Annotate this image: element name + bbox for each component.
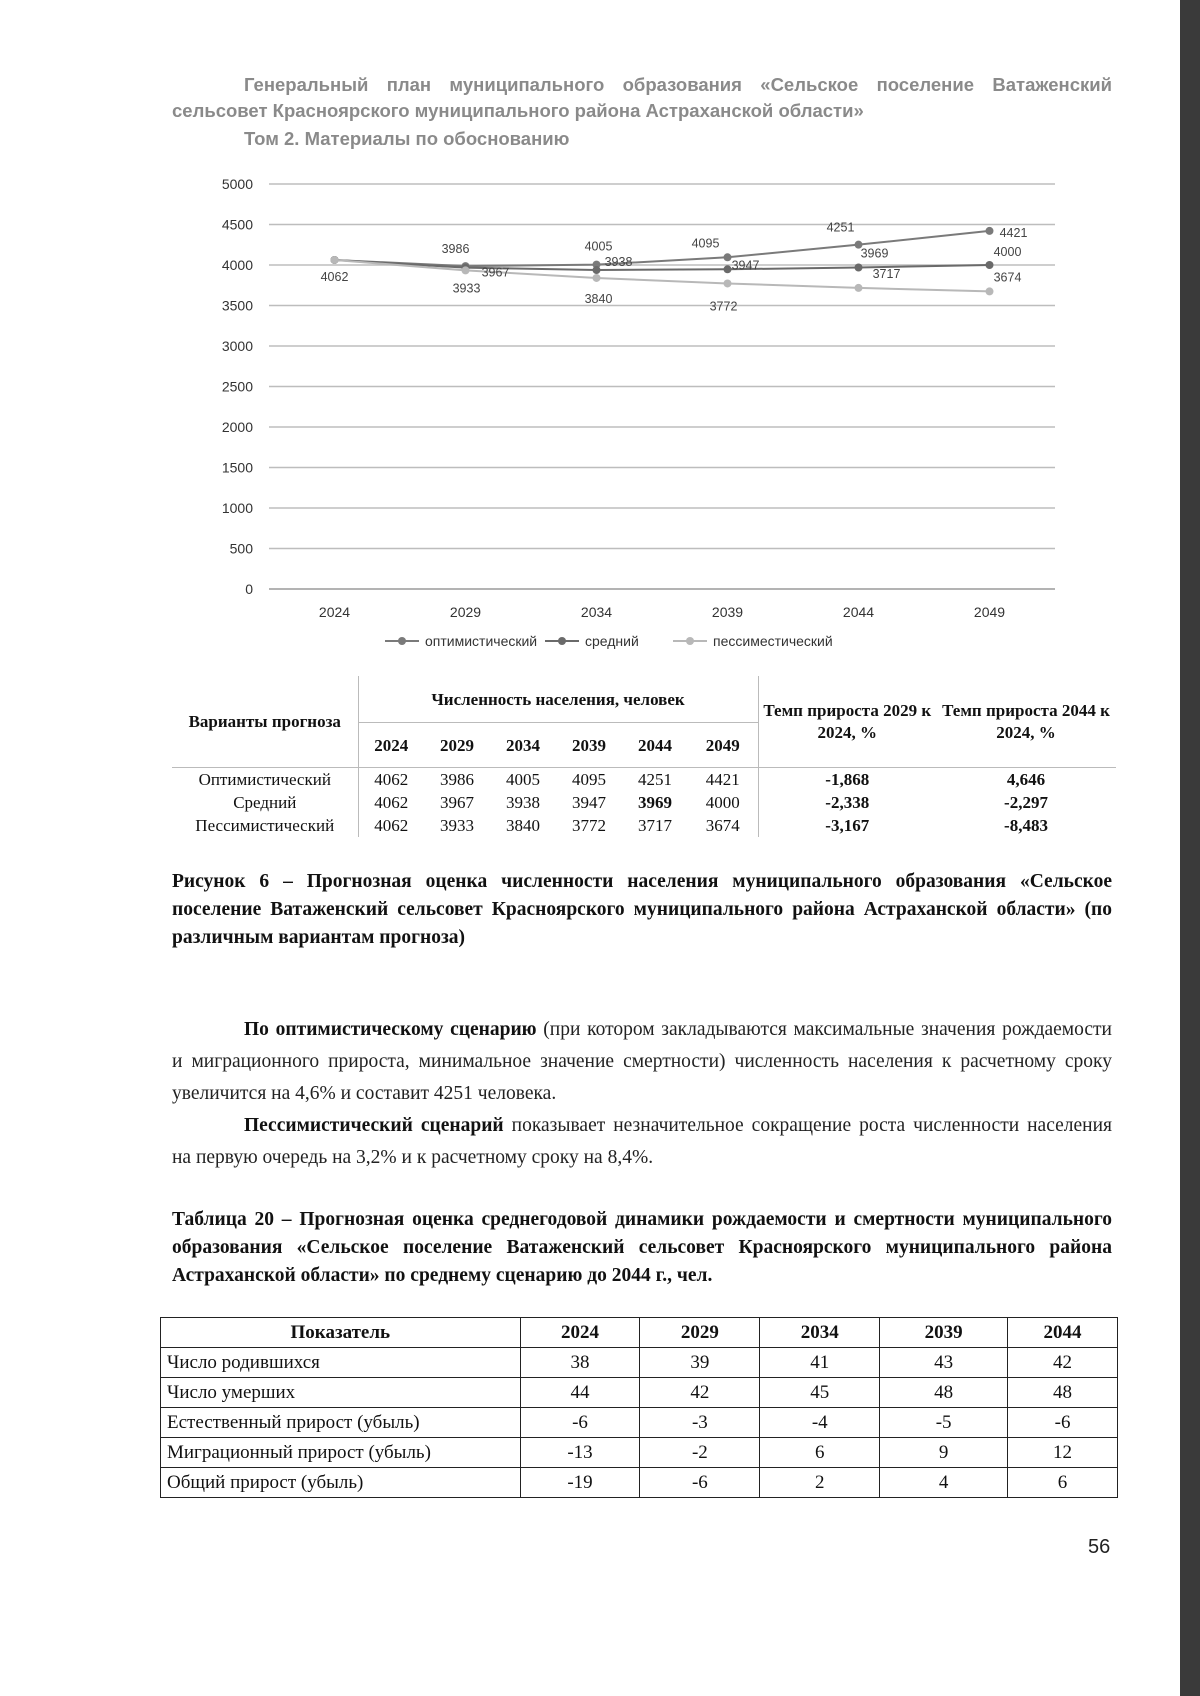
table-row [161, 1438, 1118, 1468]
forecast-cell: 3969 [638, 793, 672, 812]
data-point [331, 256, 339, 264]
table-cell: 42 [1008, 1348, 1118, 1378]
data-point [986, 287, 994, 295]
y-tick-label: 5000 [221, 176, 253, 192]
table-row [161, 1408, 1118, 1438]
table-cell: -3 [640, 1408, 760, 1438]
table-header-cell: 2034 [760, 1318, 880, 1348]
paragraph-lead: Пессимистический сценарий [244, 1115, 504, 1136]
table-cell: -19 [520, 1468, 640, 1498]
table-cell: 45 [760, 1378, 880, 1408]
table-row-label: Миграционный прирост (убыль) [161, 1438, 521, 1468]
document-header-line-1: Генеральный план муниципального образования «Сельское поселение Ватаженский [244, 74, 1112, 95]
forecast-rate-cell: -3,167 [825, 816, 870, 835]
paragraph-text: (при котором закладываются максимальные значения рождаемости и миграционного прироста, минимальное значение смертности) численность населения к расчетному сроку увеличится на 4,6% и составит 4251 человека. [172, 1019, 1112, 1104]
forecast-cell: 4000 [688, 791, 758, 814]
data-point [855, 284, 863, 292]
y-tick-label: 4000 [221, 257, 253, 273]
forecast-cell: 4421 [688, 768, 758, 792]
data-label: 3969 [860, 246, 889, 261]
forecast-cell: 3717 [638, 816, 672, 835]
table-cell: 48 [1008, 1378, 1118, 1408]
table-cell: 43 [880, 1348, 1008, 1378]
forecast-rate-cell: -8,483 [1004, 816, 1048, 835]
table-cell: 48 [880, 1378, 1008, 1408]
paragraph-text: показывает незначительное сокращение роста численности населения на первую очередь на 3,2% и к расчетному сроку на 8,4%. [172, 1115, 1112, 1168]
forecast-cell: 3772 [572, 816, 606, 835]
forecast-header-rate-2029: Темп прироста 2029 к 2024, % [763, 700, 932, 742]
table-cell: 12 [1008, 1438, 1118, 1468]
y-tick-label: 3000 [221, 338, 253, 354]
data-point [724, 279, 732, 287]
table-cell: -5 [880, 1408, 1008, 1438]
forecast-cell: 3947 [572, 793, 606, 812]
table-caption: Таблица 20 – Прогнозная оценка среднегодовой динамики рождаемости и смертности муниципального образования «Сельское поселение Ватаженский сельсовет Красноярского муниципального района Астраханской области» по среднему сценарию до 2044 г., чел. [172, 1209, 1112, 1286]
data-label: 3986 [441, 242, 470, 257]
legend-marker [398, 637, 406, 645]
data-point [986, 227, 994, 235]
forecast-row-name: Пессимистический [172, 814, 358, 837]
forecast-year: 2034 [506, 735, 540, 755]
forecast-header-population: Численность населения, человек [358, 676, 758, 723]
legend-label: оптимистический [425, 633, 538, 649]
table-header-cell: 2024 [520, 1318, 640, 1348]
x-tick-label: 2044 [842, 604, 875, 620]
table-header-cell: 2044 [1008, 1318, 1118, 1348]
forecast-year: 2024 [374, 735, 409, 755]
table-cell: 38 [520, 1348, 640, 1378]
forecast-row-name: Средний [172, 791, 358, 814]
forecast-header-variants: Варианты прогноза [172, 676, 358, 768]
table-row-label: Число родившихся [161, 1348, 521, 1378]
data-point [724, 253, 732, 261]
data-label: 3772 [709, 299, 738, 314]
forecast-rate-cell: -1,868 [825, 770, 870, 789]
series-line [335, 231, 990, 266]
legend-label: средний [585, 633, 639, 649]
y-tick-label: 2500 [221, 378, 253, 395]
data-label: 4062 [320, 269, 349, 284]
forecast-cell: 4005 [506, 770, 540, 789]
forecast-table [172, 676, 1116, 837]
data-label: 4000 [993, 245, 1022, 259]
forecast-row-optimistic [172, 768, 1116, 792]
x-tick-label: 2049 [973, 604, 1006, 620]
data-label: 3938 [604, 255, 633, 270]
forecast-cell: 4062 [374, 793, 409, 812]
data-point [855, 264, 863, 272]
population-forecast-chart [195, 168, 1075, 668]
forecast-cell: 3933 [440, 816, 474, 835]
forecast-row-pessimistic [172, 814, 1116, 837]
births-deaths-table [160, 1317, 1118, 1498]
paragraph-pessimistic [172, 1110, 1112, 1174]
table-cell: 6 [1008, 1468, 1118, 1498]
forecast-year: 2029 [440, 735, 474, 755]
legend-marker [558, 637, 566, 645]
forecast-year: 2039 [572, 735, 606, 755]
y-tick-label: 1500 [221, 459, 253, 476]
data-label: 3840 [584, 291, 613, 306]
data-label: 3967 [481, 265, 510, 280]
table-cell: -4 [760, 1408, 880, 1438]
table-header-cell: 2039 [880, 1318, 1008, 1348]
table-cell: 2 [760, 1468, 880, 1498]
forecast-year: 2044 [638, 735, 672, 755]
forecast-rate-cell: 4,646 [1006, 770, 1046, 789]
data-point [462, 266, 470, 274]
table-cell: -6 [520, 1408, 640, 1438]
forecast-rate-cell: -2,297 [1004, 793, 1048, 812]
forecast-cell: 3986 [440, 770, 474, 789]
table-cell: 9 [880, 1438, 1008, 1468]
y-tick-label: 3500 [221, 297, 253, 314]
forecast-cell: 3938 [506, 793, 540, 812]
y-tick-label: 1000 [221, 500, 253, 516]
y-tick-label: 0 [245, 581, 253, 597]
forecast-year: 2049 [688, 723, 758, 768]
data-point [593, 274, 601, 282]
table-row [161, 1378, 1118, 1408]
table-cell: 39 [640, 1348, 760, 1378]
table-cell: -6 [1008, 1408, 1118, 1438]
y-tick-label: 4500 [221, 216, 253, 233]
document-header-line-2: сельсовет Красноярского муниципального района Астраханской области» [172, 100, 864, 121]
data-point [986, 261, 994, 269]
y-tick-label: 2000 [221, 419, 253, 435]
data-label: 3947 [731, 258, 760, 273]
x-tick-label: 2034 [580, 604, 613, 620]
table-cell: 6 [760, 1438, 880, 1468]
data-label: 3674 [993, 270, 1022, 285]
data-label: 4095 [691, 236, 720, 251]
page-edge [1180, 0, 1200, 1696]
forecast-cell: 4062 [374, 770, 409, 789]
table-cell: -13 [520, 1438, 640, 1468]
table-cell: 42 [640, 1378, 760, 1408]
table-header-cell: 2029 [640, 1318, 760, 1348]
forecast-header-rate-2044: Темп прироста 2044 к 2024, % [942, 700, 1110, 742]
table-header-cell: Показатель [161, 1318, 521, 1348]
paragraph-optimistic [172, 1014, 1112, 1110]
data-point [724, 265, 732, 273]
y-tick-label: 500 [229, 540, 253, 557]
table-cell: -2 [640, 1438, 760, 1468]
forecast-cell: 4251 [638, 770, 672, 789]
forecast-row-medium [172, 791, 1116, 814]
data-label: 3933 [452, 281, 481, 296]
forecast-cell: 3674 [688, 814, 758, 837]
data-label: 4005 [584, 239, 613, 254]
table-row [161, 1348, 1118, 1378]
x-tick-label: 2039 [711, 604, 744, 620]
document-header-volume: Том 2. Материалы по обоснованию [244, 128, 570, 149]
forecast-cell: 4095 [572, 770, 606, 789]
table-row [161, 1468, 1118, 1498]
x-tick-label: 2029 [449, 604, 482, 620]
table-row-label: Естественный прирост (убыль) [161, 1408, 521, 1438]
figure-caption: Рисунок 6 – Прогнозная оценка численности населения муниципального образования «Сельское поселение Ватаженский сельсовет Красноярского муниципального района Астраханской области» (по различным вариантам прогноза) [172, 871, 1112, 948]
paragraph-lead: По оптимистическому сценарию [244, 1019, 537, 1040]
table-cell: -6 [640, 1468, 760, 1498]
forecast-cell: 3967 [440, 793, 474, 812]
x-tick-label: 2024 [318, 604, 351, 620]
page-number: 56 [1088, 1536, 1111, 1558]
forecast-rate-cell: -2,338 [825, 793, 870, 812]
table-cell: 4 [880, 1468, 1008, 1498]
data-point [593, 266, 601, 274]
forecast-cell: 4062 [374, 816, 409, 835]
forecast-row-name: Оптимистический [172, 768, 358, 792]
table-cell: 44 [520, 1378, 640, 1408]
table-row-label: Общий прирост (убыль) [161, 1468, 521, 1498]
legend-label: пессиместический [713, 633, 833, 649]
data-label: 4421 [999, 225, 1028, 240]
data-label: 4251 [826, 220, 855, 235]
legend-marker [686, 637, 694, 645]
data-label: 3717 [872, 266, 901, 281]
table-row-label: Число умерших [161, 1378, 521, 1408]
table-cell: 41 [760, 1348, 880, 1378]
forecast-cell: 3840 [506, 816, 540, 835]
